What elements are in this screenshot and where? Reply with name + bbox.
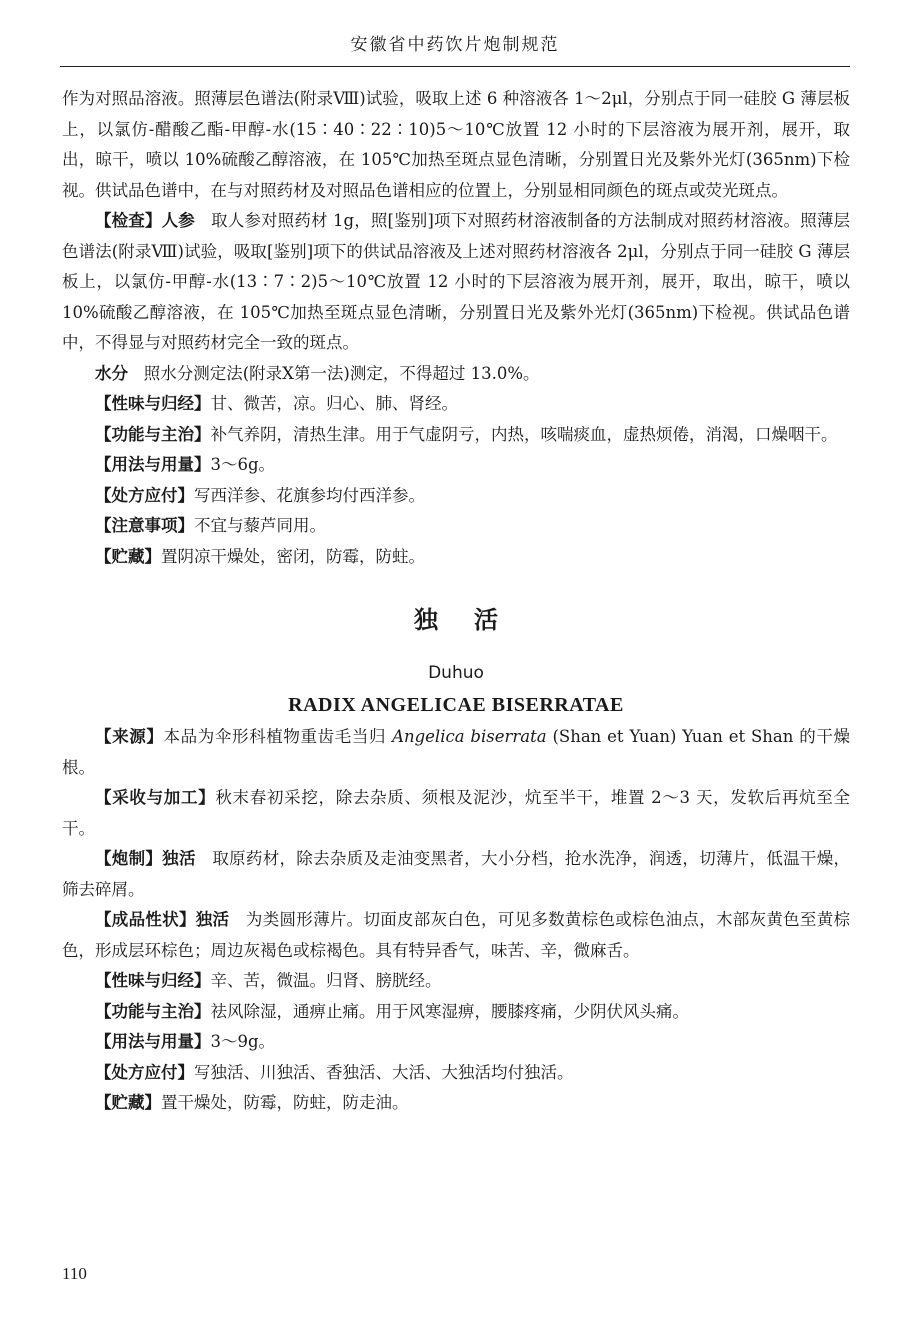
section-pinyin: Duhuo [428, 663, 484, 683]
item-text: 写独活、川独活、香独活、大活、大独活均付独活。 [194, 1062, 574, 1082]
source-species: Angelica biserrata [392, 727, 547, 746]
xiyang-item-3 [62, 481, 850, 512]
page-number: 110 [62, 1264, 87, 1283]
page-body [62, 84, 850, 1119]
xiyang-item-2 [62, 450, 850, 481]
item-text: 3～6g。 [210, 455, 276, 474]
source-text-after: (Shan et Yuan) Yuan et Shan 的干燥根。 [62, 727, 851, 777]
product-text: 为类圆形薄片。切面皮部灰白色，可见多数黄棕色或棕色油点，木部灰黄色至黄棕色，形成层环棕色；周边灰褐色或棕褐色。具有特异香气，味苦、辛，微麻舌。 [62, 910, 851, 960]
paragraph-identification-cont: 作为对照品溶液。照薄层色谱法(附录Ⅷ)试验，吸取上述 6 种溶液各 1～2μl，分别点于同一硅胶 G 薄层板上，以氯仿-醋酸乙酯-甲醇-水(15∶40∶22∶10)5～10℃放置 12 小时的下层溶液为展开剂，展开，取出，晾干，喷以 10%硫酸乙醇溶液，在 105℃加热至斑点显色清晰，分别置日光及紫外光灯(365nm)下检视。供试品色谱中，在与对照药材及对照品色谱相应的位置上，分别显相同颜色的斑点或荧光斑点。 [62, 89, 850, 200]
duhuo-item-0 [62, 966, 850, 997]
item-text: 补气养阴，清热生津。用于气虚阴亏，内热，咳喘痰血，虚热烦倦，消渴，口燥咽干。 [210, 424, 838, 444]
check-text: 取人参对照药材 1g，照[鉴别]项下对照药材溶液制备的方法制成对照药材溶液。照薄层色谱法(附录Ⅷ)试验，吸取[鉴别]项下的供试品溶液及上述对照药材溶液各 2μl，分别点于同一硅胶 G 薄层板上，以氯仿-甲醇-水(13∶7∶2)5～10℃放置 12 小时的下层溶液为展开剂，展开，取出，晾干，喷以 10%硫酸乙醇溶液，在 105℃加热至斑点显色清晰，分别置日光及紫外光灯(365nm)下检视。供试品色谱中，不得显与对照药材完全一致的斑点。 [62, 211, 850, 352]
xiyang-item-0 [62, 389, 850, 420]
item-label: 【处方应付】 [95, 1062, 194, 1082]
paragraph-processing [62, 844, 850, 905]
product-label: 【成品性状】独活 [95, 910, 230, 929]
item-label: 【贮藏】 [95, 546, 161, 566]
water-text: 照水分测定法(附录Ⅹ第一法)测定，不得超过 13.0%。 [143, 363, 540, 383]
duhuo-item-1 [62, 997, 850, 1028]
item-label: 【用法与用量】 [95, 455, 211, 474]
paragraph-source [62, 722, 850, 783]
item-text: 置阴凉干燥处，密闭，防霉，防蛀。 [161, 546, 425, 566]
section-latin-name: RADIX ANGELICAE BISERRATAE [288, 694, 624, 716]
item-label: 【性味与归经】 [95, 971, 211, 990]
section-title: 独活 [414, 606, 534, 634]
paragraph-water [62, 359, 850, 390]
xiyang-item-1 [62, 420, 850, 451]
item-text: 不宜与藜芦同用。 [194, 516, 326, 535]
item-label: 【注意事项】 [95, 516, 194, 535]
xiyang-item-4 [62, 511, 850, 542]
item-text: 置干燥处，防霉，防蛀，防走油。 [161, 1093, 409, 1112]
source-text-before: 本品为伞形科植物重齿毛当归 [163, 727, 393, 746]
check-label: 【检查】人参 [95, 211, 195, 230]
item-label: 【处方应付】 [95, 485, 194, 505]
item-label: 【贮藏】 [95, 1093, 161, 1112]
duhuo-item-3 [62, 1058, 850, 1089]
item-label: 【用法与用量】 [95, 1032, 211, 1051]
duhuo-item-4 [62, 1088, 850, 1119]
duhuo-item-2 [62, 1027, 850, 1058]
processing-text: 取原药材，除去杂质及走油变黑者，大小分档，抢水洗净，润透，切薄片，低温干燥，筛去碎屑。 [62, 849, 851, 899]
item-text: 祛风除湿，通痹止痛。用于风寒湿痹，腰膝疼痛，少阴伏风头痛。 [210, 1001, 689, 1021]
item-text: 写西洋参、花旗参均付西洋参。 [194, 485, 425, 505]
item-text: 甘、微苦，凉。归心、肺、肾经。 [210, 394, 458, 413]
item-label: 【功能与主治】 [95, 424, 211, 444]
item-text: 辛、苦，微温。归肾、膀胱经。 [210, 971, 442, 990]
paragraph-product [62, 905, 850, 966]
xiyang-item-5 [62, 542, 850, 573]
paragraph-harvest [62, 783, 850, 844]
source-label: 【来源】 [95, 727, 164, 746]
running-header: 安徽省中药饮片炮制规范 [350, 35, 560, 55]
paragraph-check [62, 206, 850, 359]
item-label: 【功能与主治】 [95, 1001, 211, 1021]
harvest-label: 【采收与加工】 [95, 788, 216, 807]
harvest-text: 秋末春初采挖，除去杂质、须根及泥沙，炕至半干，堆置 2～3 天，发软后再炕至全干。 [62, 788, 850, 838]
water-label: 水分 [95, 363, 128, 383]
item-text: 3～9g。 [210, 1032, 276, 1051]
item-label: 【性味与归经】 [95, 394, 211, 413]
header-rule [60, 66, 850, 67]
processing-label: 【炮制】独活 [95, 849, 196, 868]
